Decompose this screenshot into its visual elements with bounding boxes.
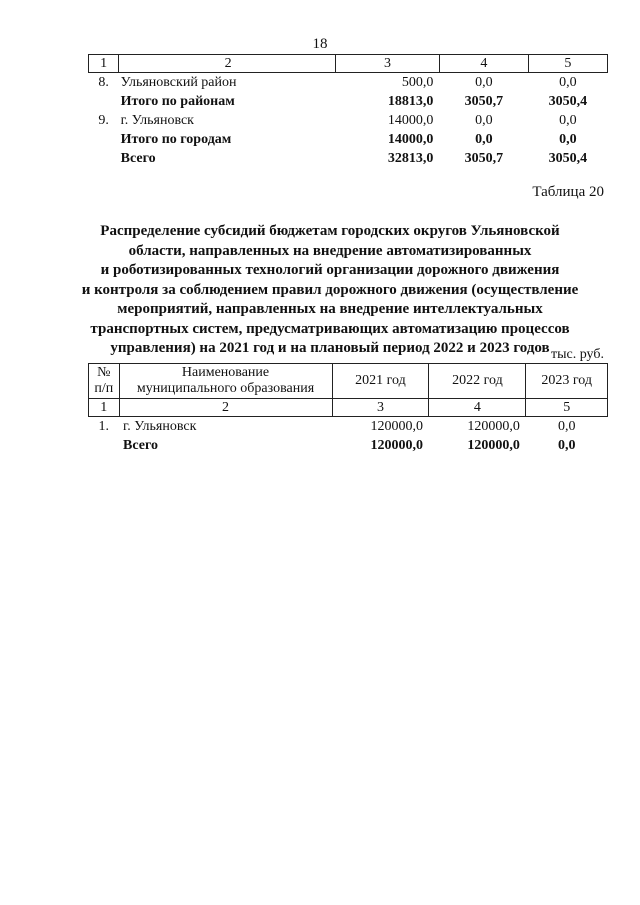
- table-index-row: [89, 399, 608, 417]
- row-value-2: 120000,0: [467, 438, 520, 453]
- col-index-3: 3: [336, 55, 440, 73]
- subsidy-table: [88, 363, 608, 455]
- row-name: Ульяновский район: [120, 75, 237, 90]
- title-line: управления) на 2021 год и на плановый период 2022 и 2023 годов: [110, 340, 550, 356]
- row-name: Всего: [120, 151, 156, 166]
- header-year-2022: 2022 год: [429, 364, 526, 399]
- row-value-1: 500,0: [401, 75, 434, 90]
- row-number: 1.: [98, 419, 110, 434]
- col-index-3: 3: [332, 399, 429, 417]
- row-number: 8.: [98, 75, 109, 90]
- row-value-1: 14000,0: [387, 113, 434, 128]
- title-line: и контроля за соблюдением правил дорожного движения (осуществление: [81, 281, 579, 298]
- row-value-2: 0,0: [475, 113, 493, 128]
- table-row-subtotal: [89, 130, 608, 149]
- title-line: Распределение субсидий бюджетам городских округов Ульяновской: [100, 223, 560, 239]
- row-value-3: 0,0: [559, 132, 577, 147]
- row-name: г. Ульяновск: [123, 419, 197, 434]
- row-value-1: 120000,0: [370, 419, 423, 434]
- col-index-5: 5: [526, 399, 608, 417]
- header-year-2023: 2023 год: [526, 364, 608, 399]
- table-title: [60, 222, 600, 359]
- table-row-total: [89, 149, 608, 168]
- row-value-2: 3050,7: [464, 151, 504, 166]
- header-year-2021: 2021 год: [332, 364, 429, 399]
- row-value-1: 18813,0: [387, 94, 434, 109]
- row-value-1: 120000,0: [370, 438, 423, 453]
- row-value-3: 3050,4: [548, 94, 588, 109]
- table-row-subtotal: [89, 92, 608, 111]
- header-number: № п/п: [89, 364, 120, 399]
- row-number: [89, 130, 119, 149]
- table-row: [89, 417, 608, 437]
- subsidy-table-continuation: [88, 54, 608, 168]
- title-line: мероприятий, направленных на внедрение интеллектуальных: [117, 301, 543, 317]
- title-line: транспортных систем, предусматривающих автоматизацию процессов: [90, 320, 570, 337]
- page-number: 18: [312, 36, 328, 52]
- row-number: [89, 436, 120, 455]
- col-index-4: 4: [439, 55, 528, 73]
- table-header-row: [89, 364, 608, 399]
- row-number: [89, 149, 119, 168]
- row-value-3: 0,0: [557, 438, 576, 453]
- header-municipality: Наименование муниципального образования: [119, 364, 332, 399]
- row-value-2: 3050,7: [464, 94, 504, 109]
- table-header-row: [89, 55, 608, 73]
- row-value-3: 0,0: [557, 419, 576, 434]
- title-line: области, направленных на внедрение автоматизированных: [128, 242, 532, 259]
- row-number: 9.: [98, 113, 109, 128]
- col-index-2: 2: [119, 399, 332, 417]
- row-name: г. Ульяновск: [120, 113, 194, 128]
- col-index-4: 4: [429, 399, 526, 417]
- table-label: Таблица 20: [532, 184, 604, 200]
- row-value-2: 0,0: [475, 75, 493, 90]
- title-line: и роботизированных технологий организации дорожного движения: [100, 262, 560, 278]
- row-value-2: 120000,0: [467, 419, 520, 434]
- row-name: Всего: [123, 438, 158, 453]
- row-value-2: 0,0: [475, 132, 493, 147]
- row-value-1: 14000,0: [387, 132, 434, 147]
- row-name: Итого по районам: [120, 94, 235, 109]
- col-index-1: 1: [89, 55, 119, 73]
- row-number: [89, 92, 119, 111]
- row-value-3: 0,0: [559, 75, 577, 90]
- table-row-total: [89, 436, 608, 455]
- col-index-1: 1: [89, 399, 120, 417]
- col-index-2: 2: [119, 55, 336, 73]
- units-label: тыс. руб.: [551, 347, 604, 362]
- row-value-1: 32813,0: [387, 151, 434, 166]
- row-value-3: 0,0: [559, 113, 577, 128]
- row-name: Итого по городам: [120, 132, 232, 147]
- table-row: [89, 111, 608, 130]
- table-row: [89, 73, 608, 93]
- row-value-3: 3050,4: [548, 151, 588, 166]
- col-index-5: 5: [528, 55, 607, 73]
